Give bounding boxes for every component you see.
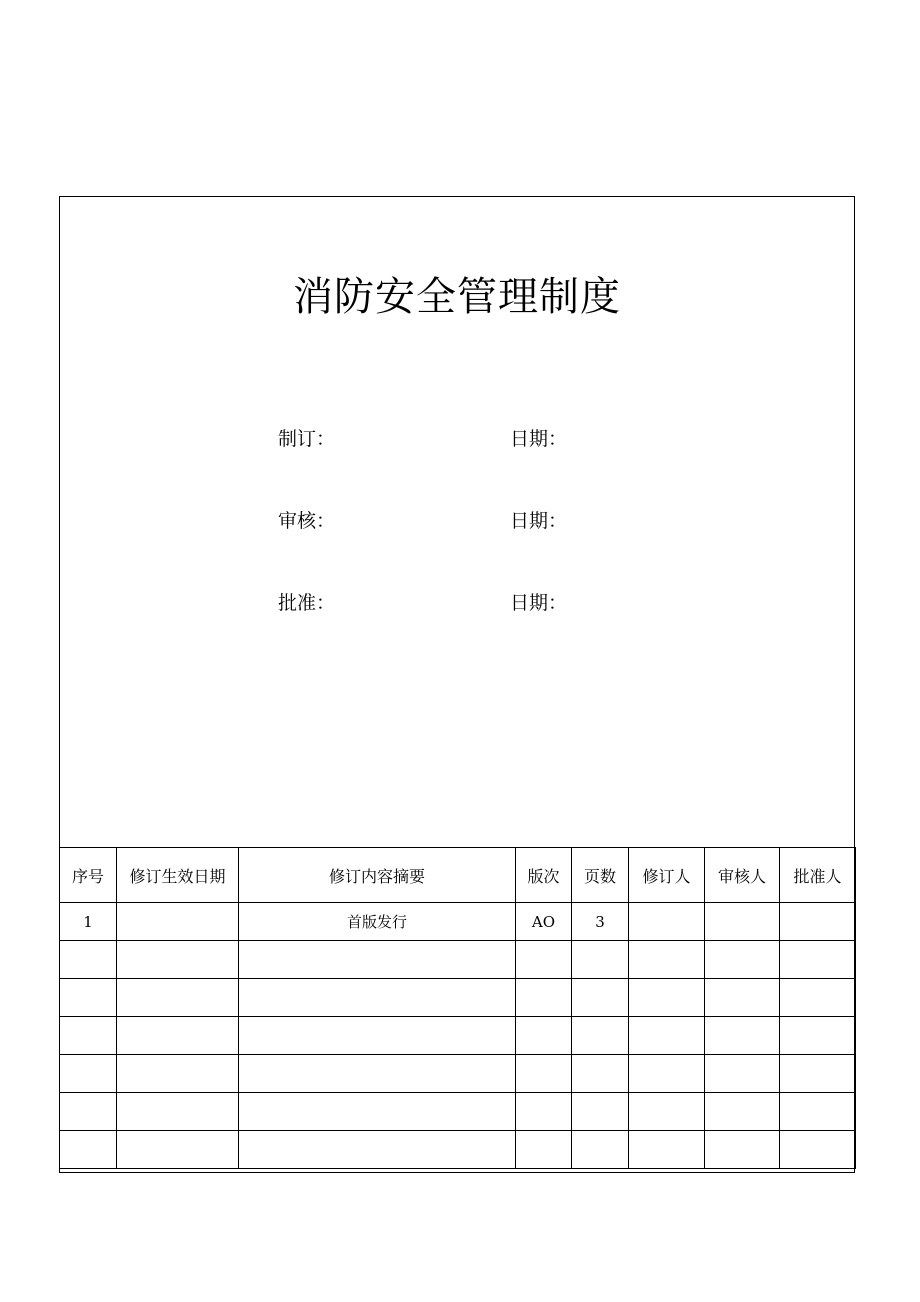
cell-revised-by [629,1055,705,1093]
cell-page-count [572,1131,629,1169]
cell-approved-by [780,1055,856,1093]
drafted-by-label: 制订 [278,428,317,450]
cell-effective-date [117,941,239,979]
header-effective-date: 修订生效日期 [117,848,239,903]
cell-revised-by [629,1093,705,1131]
approved-by-label: 批准 [278,592,317,614]
cell-page-count [572,1093,629,1131]
cell-version: AO [516,903,572,941]
cell-reviewed-by [705,1093,780,1131]
table-row [60,941,856,979]
cell-serial-no [60,1017,117,1055]
cell-revised-by [629,979,705,1017]
table-row [60,1055,856,1093]
signature-row-reviewed [278,506,678,536]
cell-version [516,1093,572,1131]
cell-page-count [572,941,629,979]
cell-revised-by [629,903,705,941]
label-separator: ： [316,592,336,614]
cell-page-count: 3 [572,903,629,941]
header-version: 版次 [516,848,572,903]
cell-approved-by [780,1017,856,1055]
cell-serial-no: 1 [60,903,117,941]
cell-effective-date [117,903,239,941]
cell-serial-no [60,941,117,979]
cell-effective-date [117,1093,239,1131]
approved-date-label: 日期 [510,592,549,614]
cell-revised-by [629,1131,705,1169]
cell-reviewed-by [705,903,780,941]
cell-page-count [572,1017,629,1055]
cell-reviewed-by [705,979,780,1017]
cell-reviewed-by [705,1055,780,1093]
cell-page-count [572,979,629,1017]
table-row [60,979,856,1017]
approved-date-field [510,588,567,618]
header-revised-by: 修订人 [629,848,705,903]
cell-effective-date [117,1131,239,1169]
label-separator: ： [548,510,568,532]
cell-serial-no [60,1093,117,1131]
table-header-row [60,848,856,903]
document-title: 消防安全管理制度 [293,274,621,320]
reviewed-by-field [278,506,335,536]
header-page-count: 页数 [572,848,629,903]
table-row [60,1131,856,1169]
reviewed-date-field [510,506,567,536]
cell-approved-by [780,979,856,1017]
cell-version [516,941,572,979]
signature-row-drafted [278,424,678,454]
cell-revision-summary: 首版发行 [239,903,516,941]
cell-serial-no [60,979,117,1017]
cell-approved-by [780,941,856,979]
header-revision-summary: 修订内容摘要 [239,848,516,903]
cell-revision-summary [239,1093,516,1131]
cell-effective-date [117,979,239,1017]
cell-revision-summary [239,941,516,979]
cell-effective-date [117,1055,239,1093]
cell-version [516,979,572,1017]
cell-approved-by [780,1093,856,1131]
reviewed-date-label: 日期 [510,510,549,532]
revision-history-table [59,847,856,1169]
document-frame [59,196,855,1173]
cell-approved-by [780,903,856,941]
cell-reviewed-by [705,941,780,979]
label-separator: ： [316,428,336,450]
header-serial-no: 序号 [60,848,117,903]
cell-revised-by [629,941,705,979]
drafted-by-field [278,424,335,454]
cell-effective-date [117,1017,239,1055]
label-separator: ： [316,510,336,532]
cell-version [516,1055,572,1093]
cell-page-count [572,1055,629,1093]
drafted-date-label: 日期 [510,428,549,450]
cell-revision-summary [239,1055,516,1093]
cell-serial-no [60,1131,117,1169]
reviewed-by-label: 审核 [278,510,317,532]
cell-reviewed-by [705,1131,780,1169]
signature-row-approved [278,588,678,618]
approved-by-field [278,588,335,618]
table-row [60,1017,856,1055]
header-approved-by: 批准人 [780,848,856,903]
table-body [60,903,856,1169]
cell-reviewed-by [705,1017,780,1055]
table-row [60,903,856,941]
table-row [60,1093,856,1131]
cell-version [516,1017,572,1055]
label-separator: ： [548,428,568,450]
cell-revised-by [629,1017,705,1055]
header-reviewed-by: 审核人 [705,848,780,903]
cell-revision-summary [239,1131,516,1169]
cell-revision-summary [239,1017,516,1055]
cell-version [516,1131,572,1169]
cell-approved-by [780,1131,856,1169]
drafted-date-field [510,424,567,454]
cell-revision-summary [239,979,516,1017]
label-separator: ： [548,592,568,614]
cell-serial-no [60,1055,117,1093]
